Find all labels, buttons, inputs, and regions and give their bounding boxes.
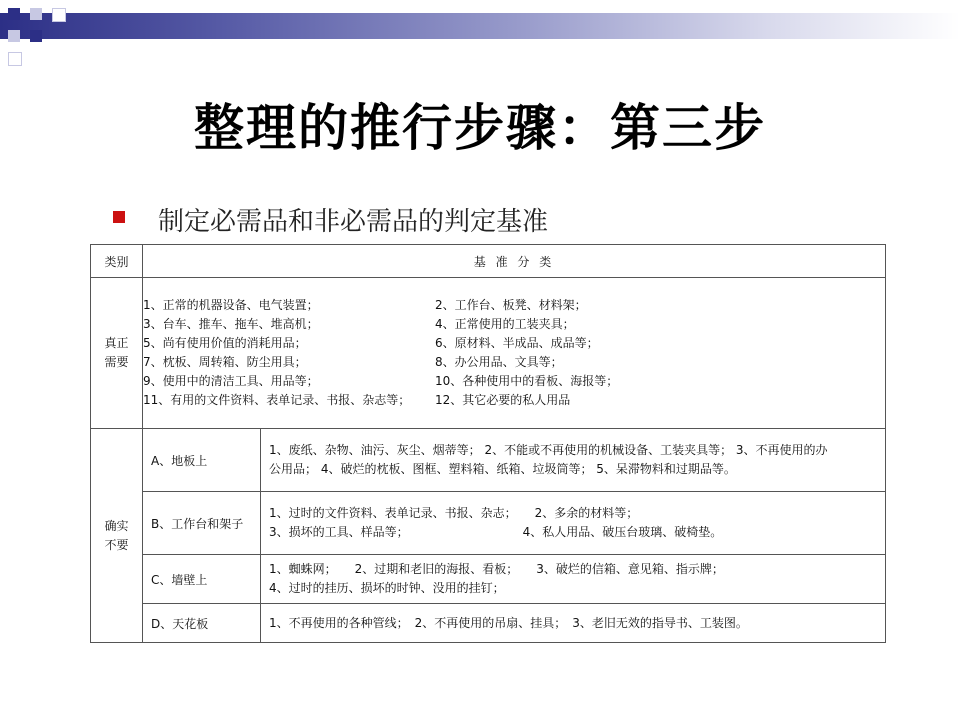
list-item — [143, 391, 885, 410]
category-unneeded — [91, 429, 143, 643]
item-right: 2、工作台、板凳、材料架； — [435, 298, 587, 312]
location-label: A、地板上 — [143, 429, 261, 492]
criteria-table — [90, 244, 886, 643]
location-description — [261, 492, 886, 555]
table-header-row — [91, 245, 886, 278]
table-row-unneeded-a — [91, 429, 886, 492]
item-left: 7、枕板、周转箱、防尘用具； — [143, 355, 307, 369]
list-item — [143, 296, 885, 315]
location-description — [261, 555, 886, 604]
list-item — [143, 372, 885, 391]
item-right: 6、原材料、半成品、成品等； — [435, 336, 599, 350]
item-left: 5、尚有使用价值的消耗用品； — [143, 336, 307, 350]
category-line: 需要 — [104, 355, 129, 369]
table-row-unneeded-d — [91, 604, 886, 643]
decor-square — [52, 8, 66, 22]
list-item — [143, 353, 885, 372]
description-line: 1、蜘蛛网； 2、过期和老旧的海报、看板； 3、破烂的信箱、意见箱、指示牌； — [269, 562, 724, 576]
decor-square — [8, 8, 20, 20]
item-left: 1、正常的机器设备、电气装置； — [143, 298, 319, 312]
category-line: 不要 — [104, 537, 129, 552]
location-label: D、天花板 — [143, 604, 261, 643]
description-line: 1、过时的文件资料、表单记录、书报、杂志； 2、多余的材料等； — [269, 506, 639, 520]
item-left: 11、有用的文件资料、表单记录、书报、杂志等； — [143, 393, 411, 407]
table-row-unneeded-c — [91, 555, 886, 604]
item-right: 8、办公用品、文具等； — [435, 355, 563, 369]
bullet-icon — [113, 211, 125, 223]
category-line: 真正 — [104, 336, 129, 350]
subtitle: 制定必需品和非必需品的判定基准 — [158, 207, 549, 237]
location-description — [261, 429, 886, 492]
category-line: 确实 — [104, 518, 129, 533]
description-line: 公用品； 4、破烂的枕板、图框、塑料箱、纸箱、垃圾筒等； 5、呆滞物料和过期品等。 — [269, 462, 736, 476]
slide-title: 整理的推行步骤：第三步 — [194, 98, 766, 157]
table-row-needed — [91, 278, 886, 429]
decor-square — [8, 30, 20, 42]
item-right: 12、其它必要的私人用品 — [435, 393, 571, 407]
needed-items — [143, 278, 886, 429]
category-needed — [91, 278, 143, 429]
description-line: 4、过时的挂历、损坏的时钟、没用的挂钉； — [269, 581, 505, 595]
decor-square — [8, 52, 22, 66]
description-line: 1、废纸、杂物、油污、灰尘、烟蒂等； 2、不能或不再使用的机械设备、工装夹具等； 3、不再使用的办 — [269, 443, 828, 457]
description-line: 1、不再使用的各种管线； 2、不再使用的吊扇、挂具； 3、老旧无效的指导书、工装图。 — [269, 615, 748, 630]
description-line: 3、损坏的工具、样品等； 4、私人用品、破压台玻璃、破椅垫。 — [269, 525, 723, 539]
header-type: 类别 — [91, 245, 143, 278]
list-item — [143, 334, 885, 353]
location-label: B、工作台和架子 — [143, 492, 261, 555]
location-label: C、墙壁上 — [143, 555, 261, 604]
decor-square — [30, 30, 42, 42]
header-basis: 基 准 分 类 — [143, 245, 886, 278]
title-bar-decoration — [0, 13, 960, 39]
item-left: 9、使用中的清洁工具、用品等； — [143, 374, 319, 388]
decor-square — [30, 8, 42, 20]
item-left: 3、台车、推车、拖车、堆高机； — [143, 317, 319, 331]
table-row-unneeded-b — [91, 492, 886, 555]
list-item — [143, 315, 885, 334]
item-right: 4、正常使用的工装夹具； — [435, 317, 575, 331]
location-description — [261, 604, 886, 643]
item-right: 10、各种使用中的看板、海报等； — [435, 374, 619, 388]
